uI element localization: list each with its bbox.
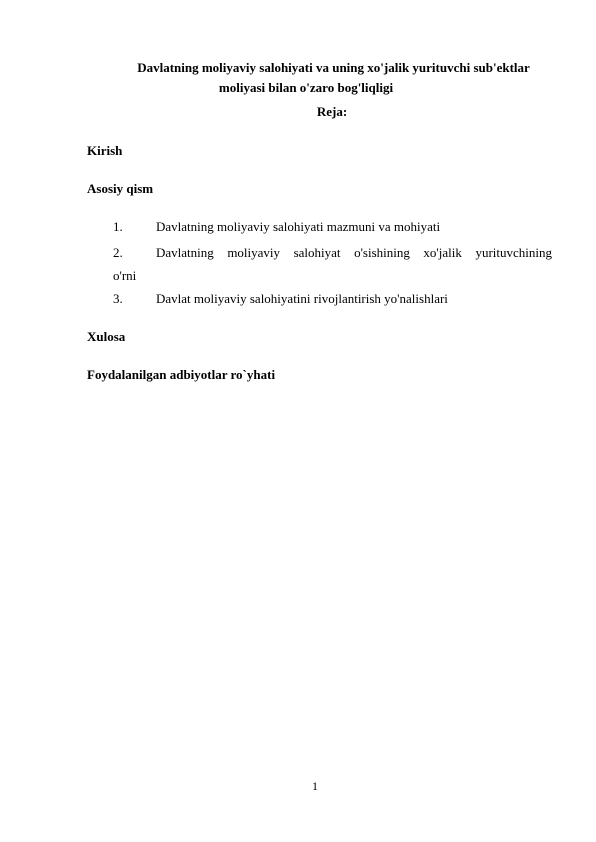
list-item-text: Davlatning moliyaviy salohiyati mazmuni va mohiyati [156, 219, 441, 234]
list-item-text: Davlatning moliyaviy salohiyat o'sishining xo'jalik yurituvchining [156, 245, 552, 260]
list-item-number: 3. [113, 291, 123, 306]
list-item-number: 1. [113, 219, 123, 234]
section-main: Asosiy qism [87, 181, 154, 196]
document-title-line-2: moliyasi bilan o'zaro bog'liqligi [218, 80, 394, 95]
list-item-number: 2. [113, 245, 123, 260]
page-number: 1 [312, 779, 318, 793]
section-references: Foydalanilgan adbiyotlar ro`yhati [87, 367, 276, 382]
section-intro: Kirish [87, 143, 123, 158]
document-title-line-1: Davlatning moliyaviy salohiyati va uning xo'jalik yurituvchi sub'ektlar [137, 60, 530, 75]
list-item-text: Davlat moliyaviy salohiyatini rivojlantirish yo'nalishlari [156, 291, 448, 306]
list-item-text-continuation: o'rni [113, 268, 137, 283]
plan-heading: Reja: [316, 104, 348, 119]
section-conclusion: Xulosa [87, 329, 126, 344]
